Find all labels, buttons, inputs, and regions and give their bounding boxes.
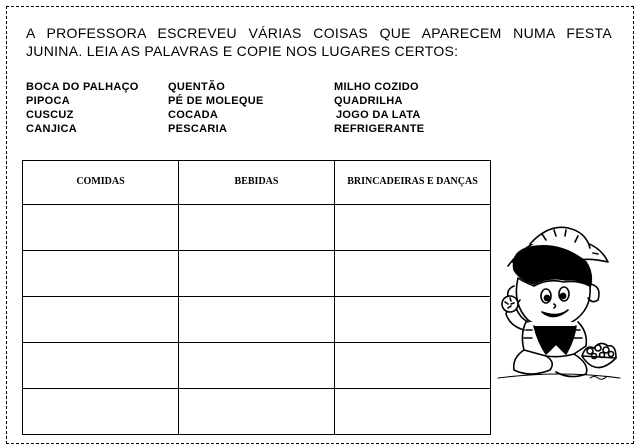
- word-item: BOCA DO PALHAÇO: [26, 81, 139, 93]
- table-row: [23, 251, 491, 297]
- answer-cell[interactable]: [335, 297, 491, 343]
- word-item: JOGO DA LATA: [336, 109, 421, 121]
- word-item: PÉ DE MOLEQUE: [168, 95, 264, 107]
- answer-cell[interactable]: [335, 205, 491, 251]
- answer-cell[interactable]: [335, 343, 491, 389]
- word-item: PIPOCA: [26, 95, 70, 107]
- table-row: [23, 297, 491, 343]
- answer-cell[interactable]: [23, 343, 179, 389]
- table-header-row: [23, 161, 491, 205]
- header-bebidas: BEBIDAS: [179, 161, 335, 205]
- answer-cell[interactable]: [23, 251, 179, 297]
- word-item: PESCARIA: [168, 123, 228, 135]
- categories-table: [22, 160, 491, 435]
- answer-cell[interactable]: [335, 251, 491, 297]
- word-item: QUENTÃO: [168, 81, 226, 93]
- word-item: COCADA: [168, 109, 219, 121]
- answer-cell[interactable]: [23, 205, 179, 251]
- answer-cell[interactable]: [179, 251, 335, 297]
- answer-cell[interactable]: [179, 297, 335, 343]
- table-row: [23, 389, 491, 435]
- word-item: REFRIGERANTE: [334, 123, 425, 135]
- header-brincadeiras: BRINCADEIRAS E DANÇAS: [335, 161, 491, 205]
- answer-cell[interactable]: [335, 389, 491, 435]
- festa-junina-boy-illustration: [490, 218, 630, 388]
- header-comidas: COMIDAS: [23, 161, 179, 205]
- answer-cell[interactable]: [23, 297, 179, 343]
- answer-cell[interactable]: [23, 389, 179, 435]
- word-item: QUADRILHA: [334, 95, 403, 107]
- table-row: [23, 205, 491, 251]
- answer-cell[interactable]: [179, 205, 335, 251]
- word-item: CUSCUZ: [26, 109, 74, 121]
- answer-cell[interactable]: [179, 343, 335, 389]
- instruction-text: A PROFESSORA ESCREVEU VÁRIAS COISAS QUE APARECEM NUMA FESTA JUNINA. LEIA AS PALAVRAS E COPIE NOS LUGARES CERTOS:: [26, 25, 612, 59]
- word-item: MILHO COZIDO: [334, 81, 419, 93]
- word-item: CANJICA: [26, 123, 77, 135]
- answer-cell[interactable]: [179, 389, 335, 435]
- table-row: [23, 343, 491, 389]
